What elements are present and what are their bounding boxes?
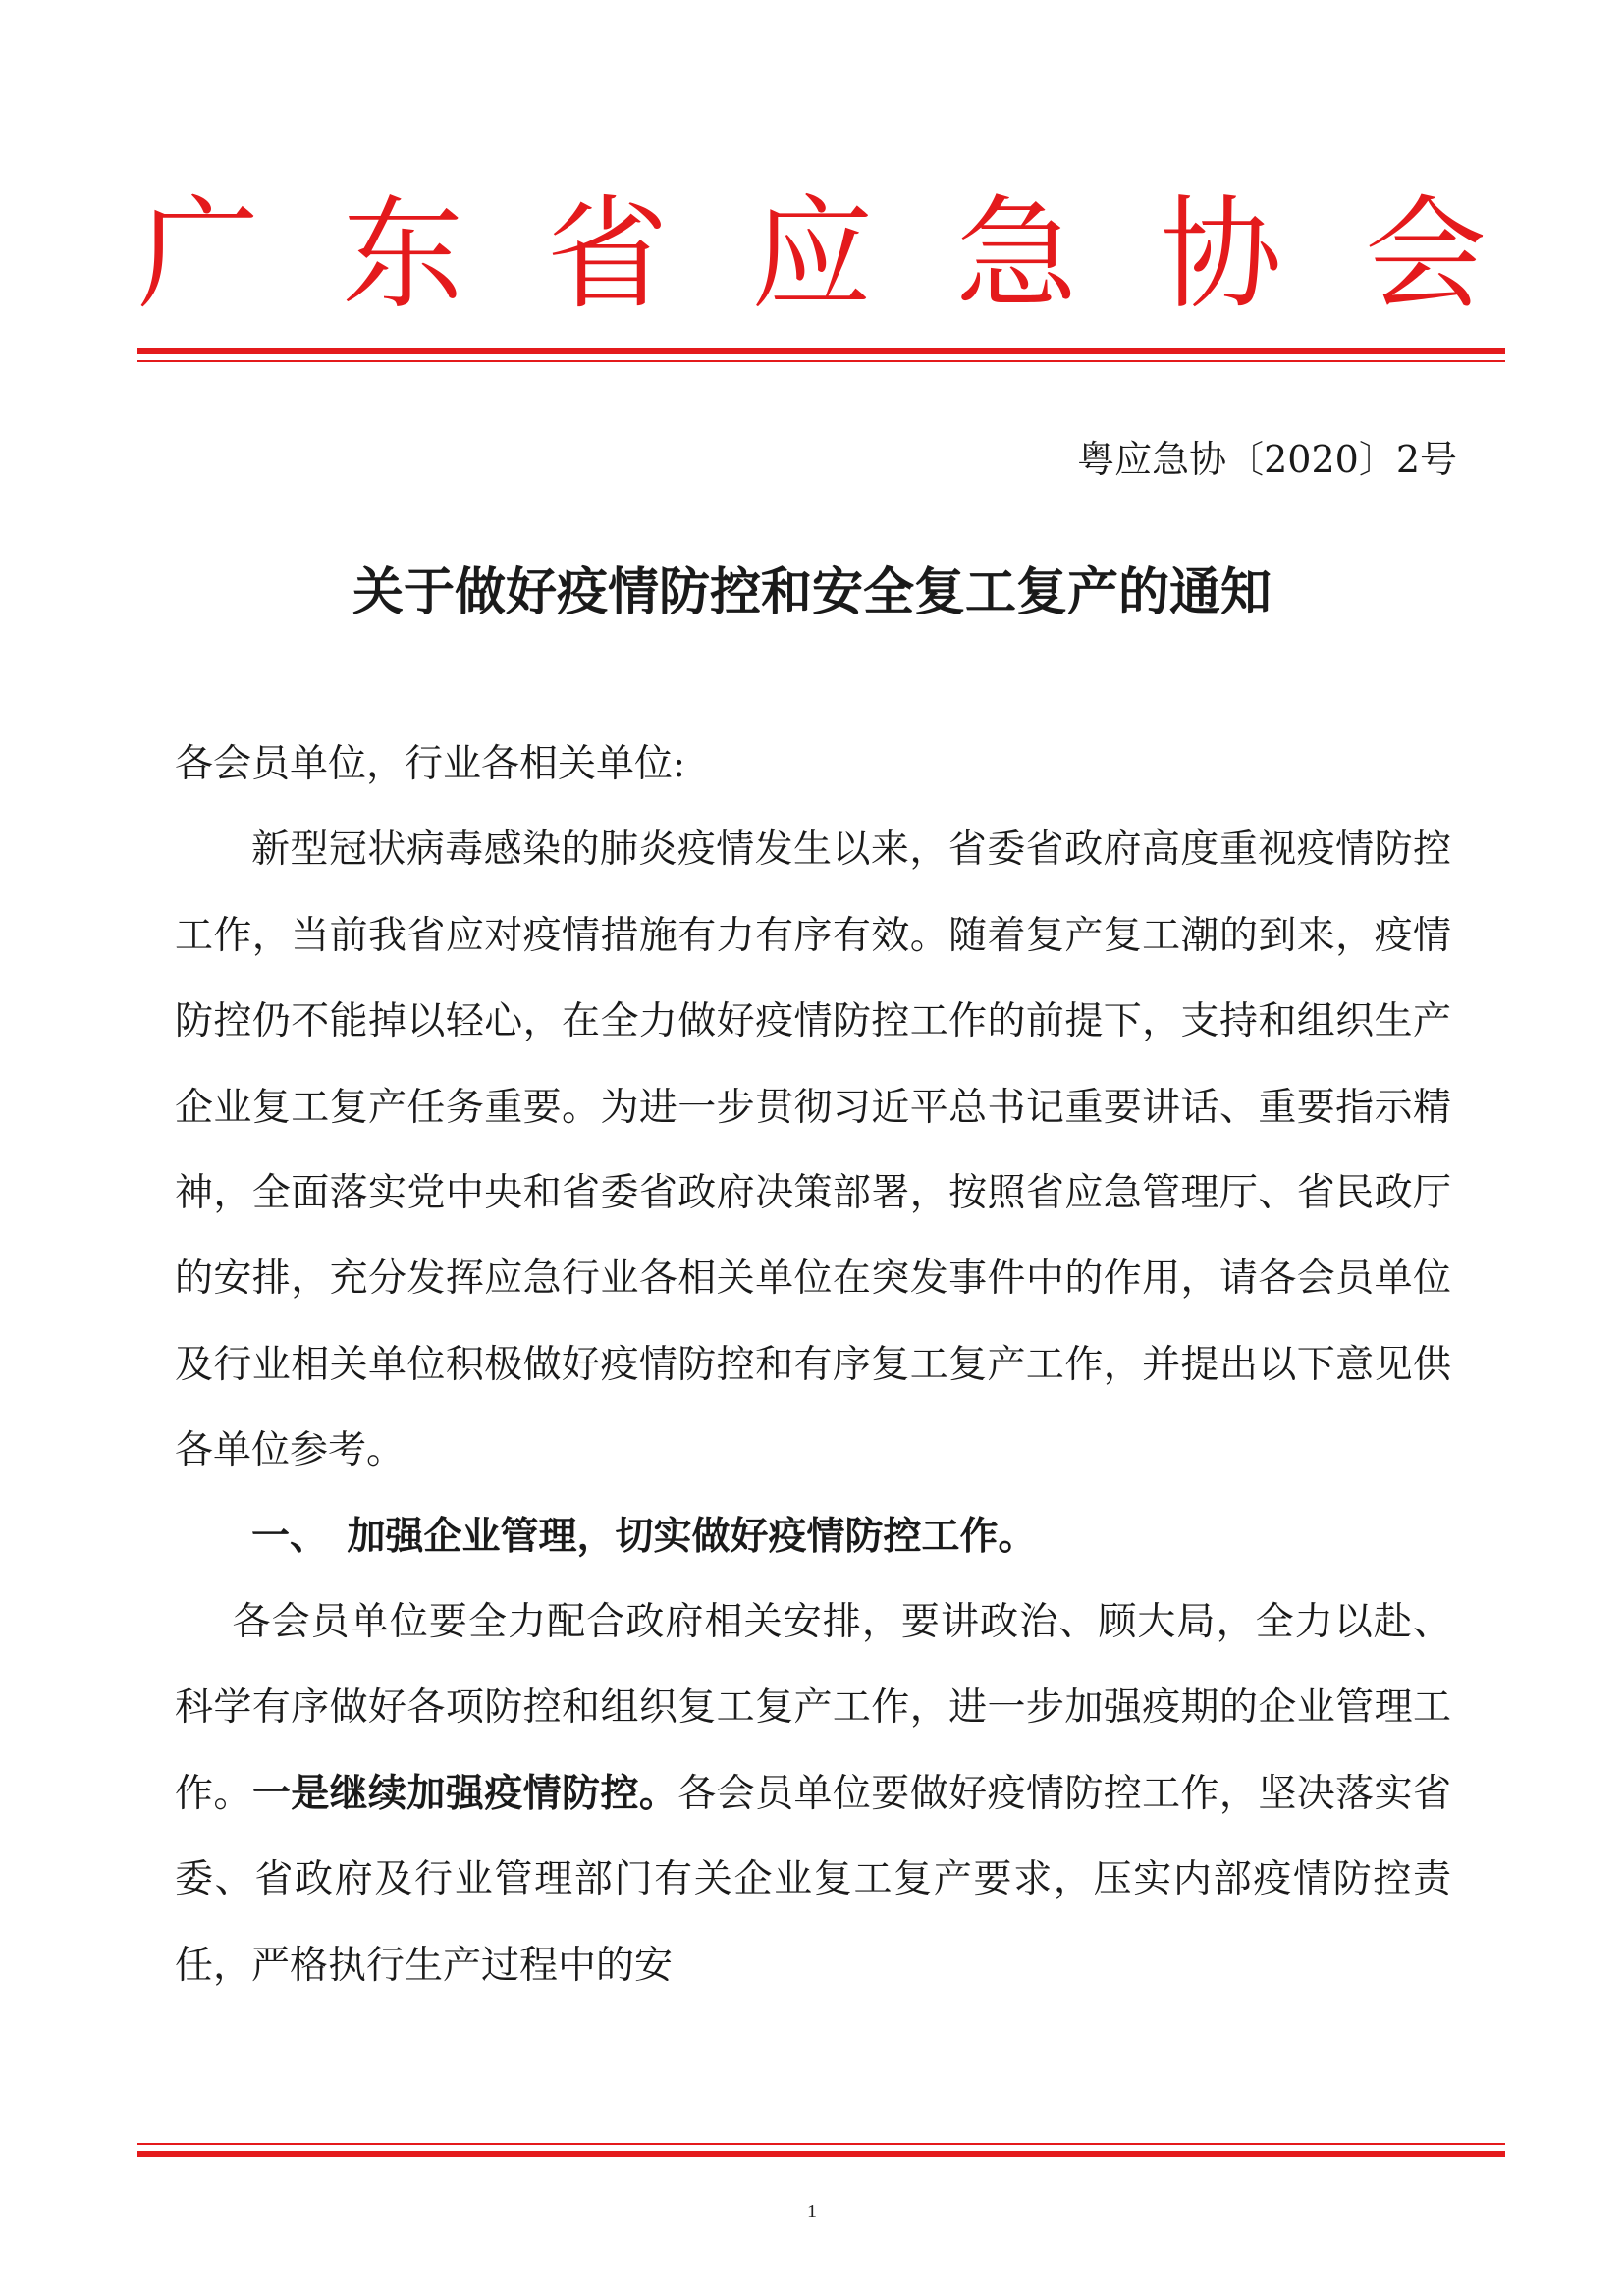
paragraph-text: 各会员单位要全力配合政府相关安排，要讲政治、顾大局，全力以赴、科学有序做好各项防控和组织复工复产工作，进一步加强疫期的企业管理工作。 xyxy=(175,1600,1451,1816)
paragraph-text: 各会员单位要做好疫情防控工作，坚决落实省委、省政府及行业管理部门有关企业复工复产要求，压实内部疫情防控责任，严格执行生产过程中的安 xyxy=(175,1771,1451,1988)
salutation: 各会员单位，行业各相关单位: xyxy=(175,742,686,786)
org-name-char: 急 xyxy=(955,185,1078,326)
org-name-char: 东 xyxy=(342,185,464,326)
header-rule-thin xyxy=(137,360,1505,362)
org-name-char: 省 xyxy=(546,185,669,326)
org-name-char: 广 xyxy=(137,185,260,326)
bold-emphasis: 一是继续加强疫情防控。 xyxy=(251,1770,678,1816)
org-name-char: 会 xyxy=(1364,185,1487,326)
document-number: 粤应急协〔2020〕2号 xyxy=(1077,438,1457,481)
footer-rule-thin xyxy=(137,2143,1505,2145)
org-name-char: 协 xyxy=(1160,185,1282,326)
header-rule-thick xyxy=(137,348,1505,354)
org-name-char: 应 xyxy=(750,185,873,326)
org-name-heading xyxy=(137,182,1487,329)
section-heading-text: 加强企业管理，切实做好疫情防控工作。 xyxy=(347,1514,1037,1559)
section-heading xyxy=(175,1494,1451,1579)
notice-title: 关于做好疫情防控和安全复工复产的通知 xyxy=(352,562,1272,622)
section-number: 一、 xyxy=(251,1514,329,1559)
page-number: 1 xyxy=(807,2201,817,2222)
notice-body xyxy=(175,721,1451,2008)
paragraph-intro: 新型冠状病毒感染的肺炎疫情发生以来，省委省政府高度重视疫情防控工作，当前我省应对疫情措施有力有序有效。随着复产复工潮的到来，疫情防控仍不能掉以轻心，在全力做好疫情防控工作的前提下，支持和组织生产企业复工复产任务重要。为进一步贯彻习近平总书记重要讲话、重要指示精神，全面落实党中央和省委省政府决策部署，按照省应急管理厅、省民政厅的安排，充分发挥应急行业各相关单位在突发事件中的作用，请各会员单位及行业相关单位积极做好疫情防控和有序复工复产工作，并提出以下意见供各单位参考。 xyxy=(175,828,1451,1473)
paragraph-management xyxy=(175,1579,1451,2008)
footer-rule-thick xyxy=(137,2151,1505,2157)
